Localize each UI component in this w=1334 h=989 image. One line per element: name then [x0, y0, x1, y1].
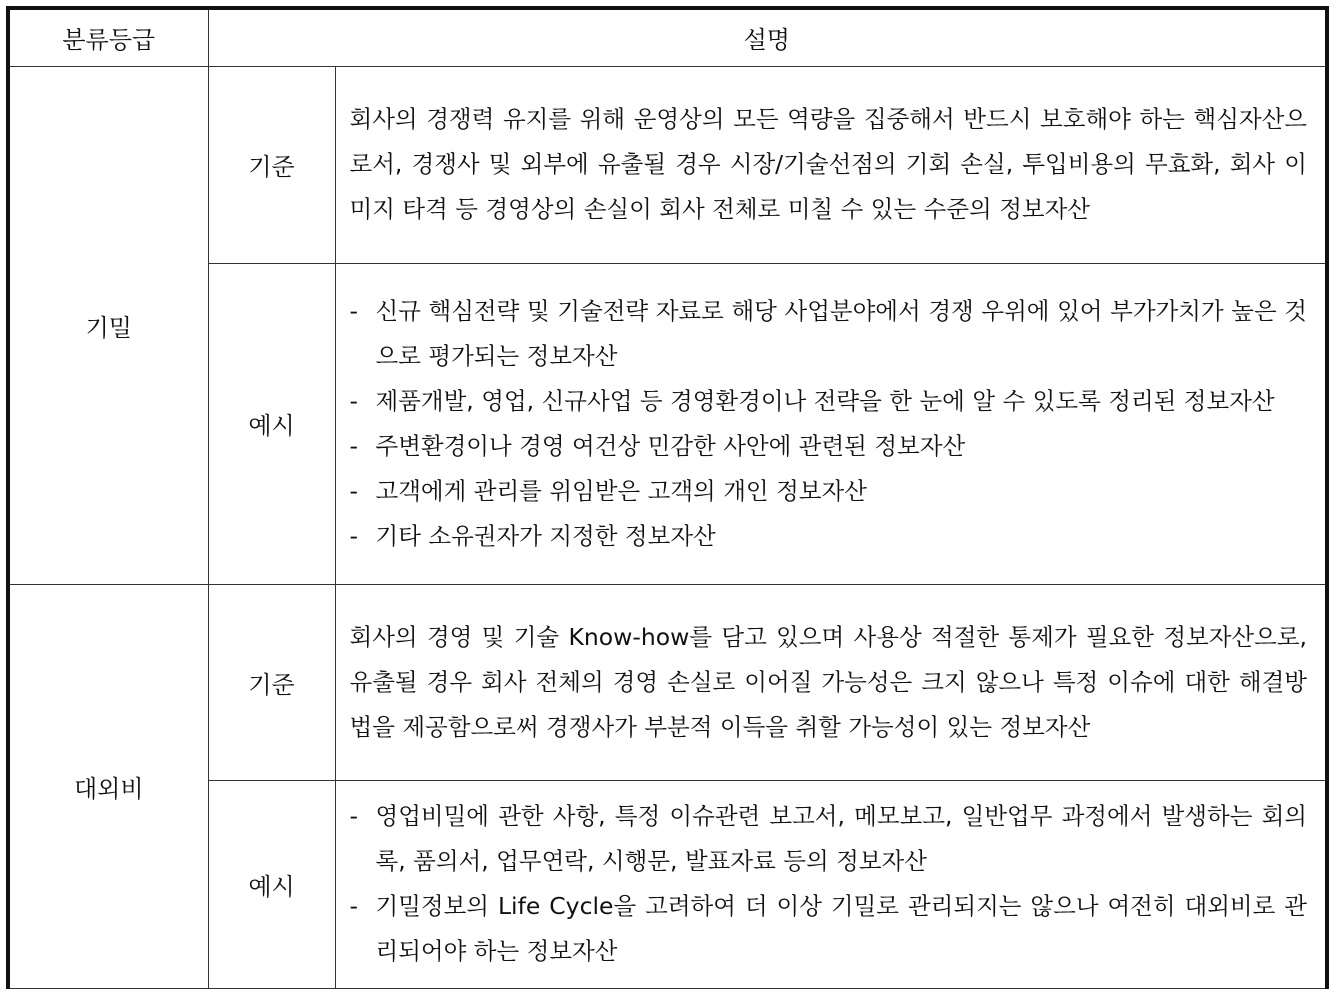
examples-description	[335, 263, 1327, 584]
table-row-secret-criteria	[8, 66, 1327, 263]
list-item	[350, 469, 1308, 514]
bullet-dash: -	[349, 386, 358, 415]
bullet-dash: -	[349, 431, 358, 460]
criteria-text: 회사의 경영 및 기술 Know-how를 담고 있으며 사용상 적절한 통제가 필요한 정보자산으로, 유출될 경우 회사 전체의 경영 손실로 이어질 가능성은 크지 않으나 특정 이슈에 대한 해결방법을 제공함으로써 경쟁사가 부분적 이득을 취할 가능성이 있는 정보자산	[349, 622, 1307, 741]
bullet-dash: -	[349, 892, 358, 921]
criteria-description	[335, 584, 1327, 780]
grade-confidential: 대외비	[8, 584, 208, 988]
header-grade: 분류등급	[8, 8, 208, 66]
list-item	[350, 884, 1308, 974]
list-item	[350, 379, 1308, 424]
header-description: 설명	[208, 8, 1327, 66]
list-item	[350, 289, 1308, 379]
table-row-confidential-criteria	[8, 584, 1327, 780]
bullet-dash: -	[349, 802, 358, 831]
table-header-row	[8, 8, 1327, 66]
bullet-dash: -	[349, 476, 358, 505]
list-item	[350, 424, 1308, 469]
list-item-text: 제품개발, 영업, 신규사업 등 경영환경이나 전략을 한 눈에 알 수 있도록 정리된 정보자산	[375, 386, 1275, 415]
grade-secret: 기밀	[8, 66, 208, 584]
criteria-text: 회사의 경쟁력 유지를 위해 운영상의 모든 역량을 집중해서 반드시 보호해야 하는 핵심자산으로서, 경쟁사 및 외부에 유출될 경우 시장/기술선점의 기회 손실, 투입비용의 무효화, 회사 이미지 타격 등 경영상의 손실이 회사 전체로 미칠 수 있는 수준의 정보자산	[349, 105, 1307, 224]
criteria-label: 기준	[208, 66, 335, 263]
list-item	[350, 794, 1308, 884]
list-item-text: 고객에게 관리를 위임받은 고객의 개인 정보자산	[375, 476, 867, 505]
criteria-label: 기준	[208, 584, 335, 780]
list-item-text: 영업비밀에 관한 사항, 특정 이슈관련 보고서, 메모보고, 일반업무 과정에서 발생하는 회의록, 품의서, 업무연락, 시행문, 발표자료 등의 정보자산	[375, 802, 1307, 876]
list-item-text: 기타 소유권자가 지정한 정보자산	[375, 521, 716, 550]
list-item-text: 신규 핵심전략 및 기술전략 자료로 해당 사업분야에서 경쟁 우위에 있어 부가가치가 높은 것으로 평가되는 정보자산	[375, 296, 1307, 370]
bullet-dash: -	[349, 296, 358, 325]
examples-description	[335, 780, 1327, 988]
examples-list	[350, 289, 1308, 559]
list-item	[350, 514, 1308, 559]
list-item-text: 주변환경이나 경영 여건상 민감한 사안에 관련된 정보자산	[375, 431, 966, 460]
examples-label: 예시	[208, 780, 335, 988]
list-item-text: 기밀정보의 Life Cycle을 고려하여 더 이상 기밀로 관리되지는 않으나 여전히 대외비로 관리되어야 하는 정보자산	[375, 892, 1307, 966]
criteria-description	[335, 66, 1327, 263]
examples-label: 예시	[208, 263, 335, 584]
examples-list	[350, 794, 1308, 974]
classification-table	[6, 6, 1329, 989]
bullet-dash: -	[349, 521, 358, 550]
